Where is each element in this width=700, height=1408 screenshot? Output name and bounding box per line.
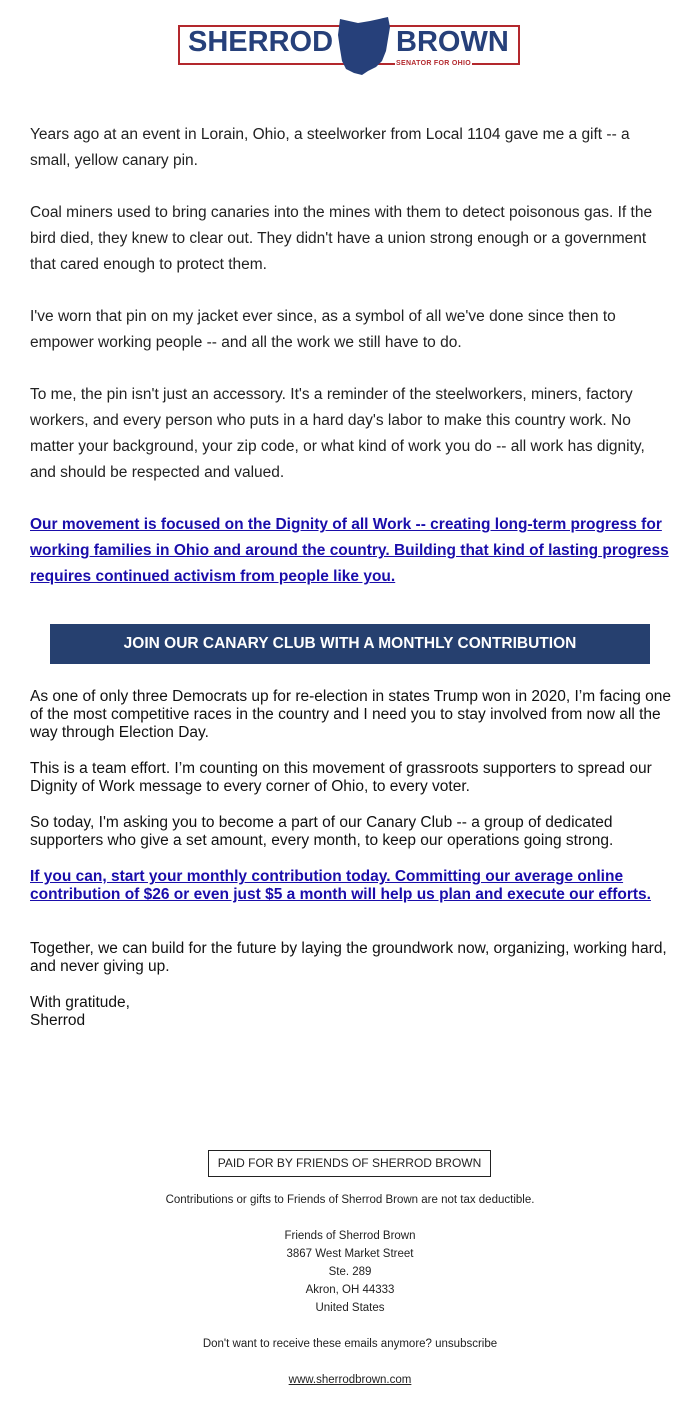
movement-link[interactable]: Our movement is focused on the Dignity of all Work -- creating long-term progress for working families in Ohio and around the country. Building that kind of lasting progress requires continued activism from people like you. — [30, 516, 669, 585]
website-line — [0, 1371, 700, 1389]
contribution-link[interactable]: If you can, start your monthly contribution today. Committing our average online contribution of $26 or even just $5 a month will help us plan and execute our efforts. — [30, 868, 651, 903]
intro-paragraph-3: I've worn that pin on my jacket ever since, as a symbol of all we've done since then to empower working people -- and all the work we still have to do. — [30, 308, 616, 351]
address-line-5: United States — [315, 1302, 385, 1314]
address-line-4: Akron, OH 44333 — [305, 1284, 395, 1296]
body-paragraph-3: So today, I'm asking you to become a part of our Canary Club -- a group of dedicated supporters who give a set amount, every month, to keep our operations going strong. — [30, 814, 614, 849]
unsubscribe-line — [0, 1335, 700, 1353]
signoff: With gratitude, — [30, 994, 130, 1011]
paid-for-notice: PAID FOR BY FRIENDS OF SHERROD BROWN — [208, 1150, 491, 1177]
join-canary-club-button[interactable]: JOIN OUR CANARY CLUB WITH A MONTHLY CONTRIBUTION — [50, 624, 650, 664]
logo-tagline: SENATOR FOR OHIO — [396, 60, 471, 67]
address-line-3: Ste. 289 — [328, 1266, 372, 1278]
body-paragraph-2: This is a team effort. I’m counting on this movement of grassroots supporters to spread our Dignity of Work message to every corner of Ohio, to every voter. — [30, 760, 652, 795]
logo-last-name: BROWN — [396, 26, 509, 58]
website-link[interactable]: www.sherrodbrown.com — [288, 1374, 412, 1386]
body-paragraph-1: As one of only three Democrats up for re-election in states Trump won in 2020, I’m facing one of the most competitive races in the country and I need you to stay involved from now all the way through Election Day. — [30, 688, 671, 741]
contribution-paragraph — [30, 868, 675, 904]
ohio-state-icon — [336, 17, 392, 75]
intro-paragraph-4: To me, the pin isn't just an accessory. It's a reminder of the steelworkers, miners, factory workers, and every person who puts in a hard day's labor to make this country work. No matter your background, your zip code, or what kind of work you do -- all work has dignity, and should be respected and valued. — [30, 386, 645, 481]
unsubscribe-link[interactable]: Don't want to receive these emails anymore? unsubscribe — [202, 1338, 498, 1350]
address-line-1: Friends of Sherrod Brown — [284, 1230, 416, 1242]
header-logo — [0, 17, 700, 77]
tax-note: Contributions or gifts to Friends of Sherrod Brown are not tax deductible. — [165, 1194, 535, 1206]
logo-first-name: SHERROD — [188, 26, 334, 58]
intro-paragraph-1: Years ago at an event in Lorain, Ohio, a steelworker from Local 1104 gave me a gift -- a small, yellow canary pin. — [30, 126, 630, 169]
closing-paragraph: Together, we can build for the future by laying the groundwork now, organizing, working hard, and never giving up. — [30, 940, 667, 975]
address-line-2: 3867 West Market Street — [286, 1248, 414, 1260]
intro-paragraph-2: Coal miners used to bring canaries into the mines with them to detect poisonous gas. If the bird died, they knew to clear out. They didn't have a union strong enough or a government that cared enough to protect them. — [30, 204, 653, 273]
movement-paragraph — [30, 512, 670, 590]
signature: Sherrod — [30, 1012, 86, 1029]
